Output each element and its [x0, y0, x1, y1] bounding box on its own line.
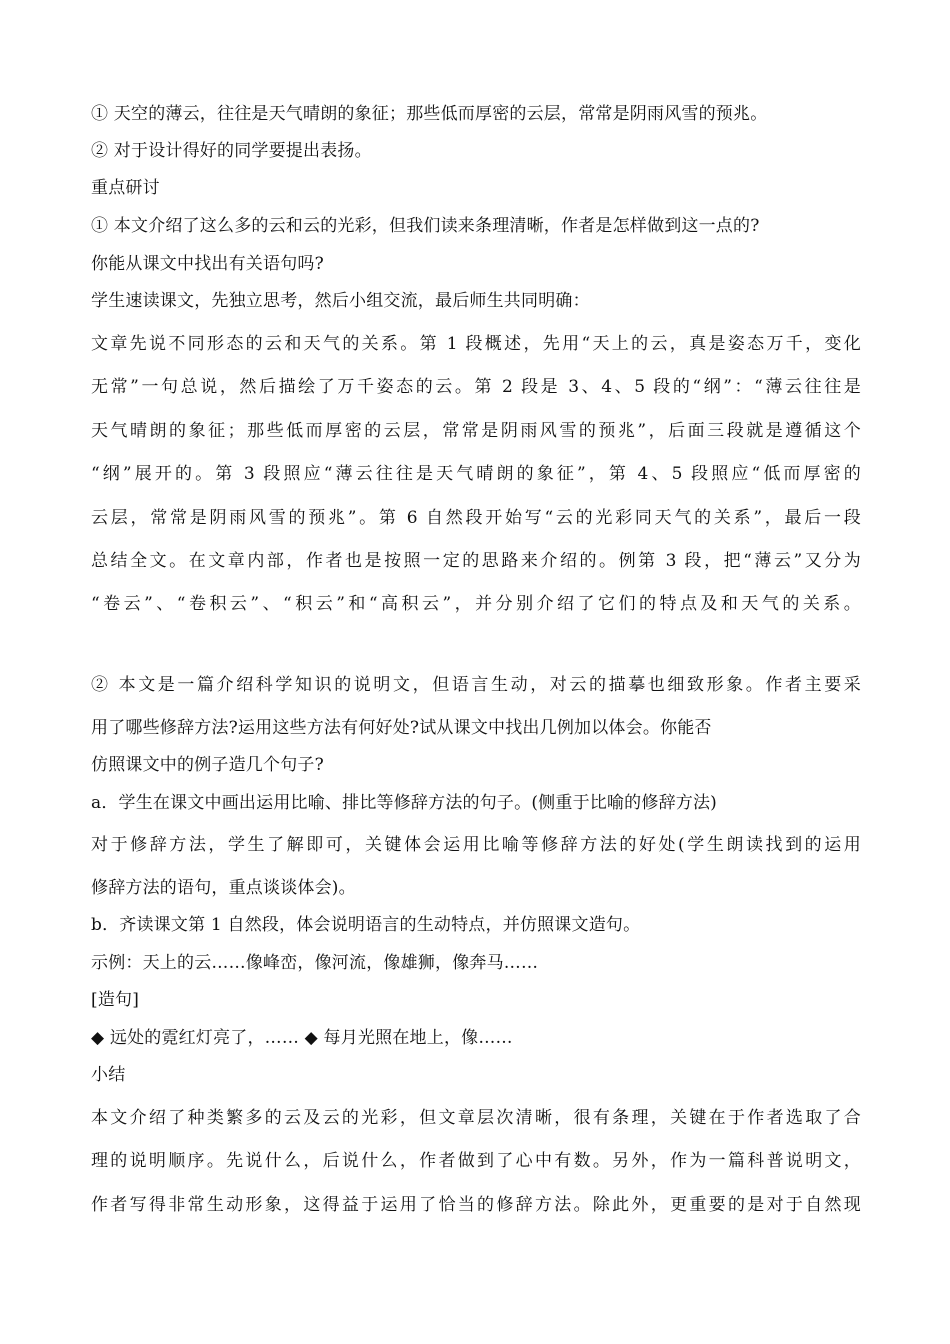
text-line-26: 理的说明顺序。先说什么，后说什么，作者做到了心中有数。另外，作为一篇科普说明文， [91, 1151, 861, 1171]
text-line-4: ① 本文介绍了这么多的云和云的光彩，但我们读来条理清晰，作者是怎样做到这一点的? [91, 216, 760, 236]
text-line-6: 学生速读课文，先独立思考，然后小组交流，最后师生共同明确： [91, 291, 590, 311]
text-line-20: b．齐读课文第 1 自然段，体会说明语言的生动特点，并仿照课文造句。 [91, 915, 641, 935]
text-line-5: 你能从课文中找出有关语句吗? [91, 254, 324, 274]
text-line-12: 总结全文。在文章内部，作者也是按照一定的思路来介绍的。例第 3 段，把“薄云”又分为 [91, 551, 861, 571]
text-line-14: ② 本文是一篇介绍科学知识的说明文，但语言生动，对云的描摹也细致形象。作者主要采 [91, 675, 861, 695]
text-line-19: 修辞方法的语句，重点谈谈体会)。 [91, 878, 356, 898]
text-line-18: 对于修辞方法，学生了解即可，关键体会运用比喻等修辞方法的好处(学生朗读找到的运用 [91, 835, 861, 855]
text-line-1: ① 天空的薄云，往往是天气晴朗的象征；那些低而厚密的云层，常常是阴雨风雪的预兆。 [91, 104, 768, 124]
text-line-23: ◆ 远处的霓红灯亮了，…… ◆ 每月光照在地上，像…… [91, 1028, 513, 1048]
text-line-8: 无常”一句总说，然后描绘了万千姿态的云。第 2 段是 3、4、5 段的“纲”：“薄云往往是 [91, 377, 861, 397]
section-heading: 重点研讨 [91, 178, 160, 198]
text-line-7: 文章先说不同形态的云和天气的关系。第 1 段概述，先用“天上的云，真是姿态万千，变化 [91, 334, 861, 354]
text-line-15: 用了哪些修辞方法?运用这些方法有何好处?试从课文中找出几例加以体会。你能否 [91, 718, 712, 738]
text-line-2: ② 对于设计得好的同学要提出表扬。 [91, 141, 372, 161]
text-line-11: 云层，常常是阴雨风雪的预兆”。第 6 自然段开始写“云的光彩同天气的关系”，最后一段 [91, 508, 861, 528]
text-line-10: “纲”展开的。第 3 段照应“薄云往往是天气晴朗的象征”，第 4、5 段照应“低而厚密的 [91, 464, 861, 484]
text-line-21: 示例：天上的云……像峰峦，像河流，像雄狮，像奔马…… [91, 953, 539, 973]
text-line-25: 本文介绍了种类繁多的云及云的光彩，但文章层次清晰，很有条理，关键在于作者选取了合 [91, 1108, 861, 1128]
summary-heading: 小结 [91, 1065, 126, 1085]
text-line-16: 仿照课文中的例子造几个句子? [91, 755, 324, 775]
text-line-9: 天气晴朗的象征；那些低而厚密的云层，常常是阴雨风雪的预兆”，后面三段就是遵循这个 [91, 421, 861, 441]
text-line-27: 作者写得非常生动形象，这得益于运用了恰当的修辞方法。除此外，更重要的是对于自然现 [91, 1195, 861, 1215]
text-line-13: “卷云”、“卷积云”、“积云”和“高积云”，并分别介绍了它们的特点及和天气的关系。 [91, 594, 861, 614]
text-line-22: [造句] [91, 990, 140, 1010]
text-line-17: a．学生在课文中画出运用比喻、排比等修辞方法的句子。(侧重于比喻的修辞方法) [91, 793, 717, 813]
